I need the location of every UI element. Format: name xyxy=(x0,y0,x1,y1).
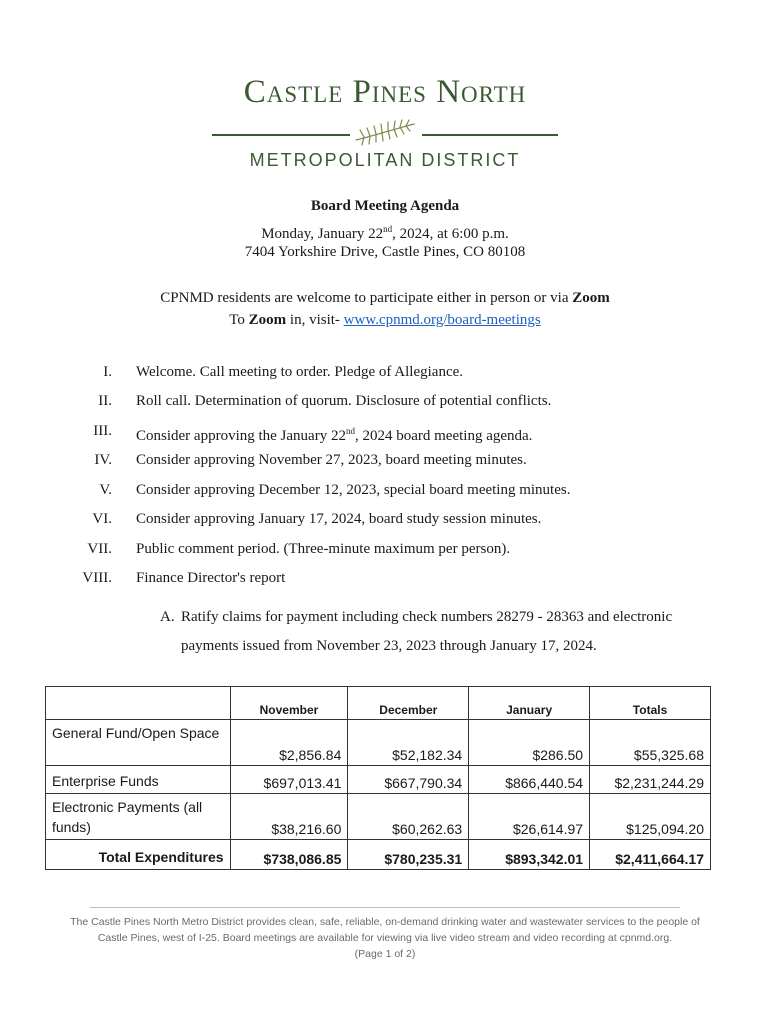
logo-rule-left xyxy=(212,134,350,136)
meeting-date: Monday, January 22nd, 2024, at 6:00 p.m. xyxy=(261,224,509,242)
logo-rule-right xyxy=(422,134,558,136)
agenda-item-number: II. xyxy=(98,393,112,409)
table-header-row xyxy=(46,687,711,720)
row-label: Electronic Payments (all funds) xyxy=(46,794,231,840)
cell-value: $667,790.34 xyxy=(348,766,469,794)
district-logo xyxy=(0,72,770,170)
agenda-item-number: V. xyxy=(99,482,112,498)
footer-divider xyxy=(90,907,680,908)
cell-value: $893,342.01 xyxy=(469,840,590,870)
cell-value: $52,182.34 xyxy=(348,720,469,766)
row-label: General Fund/Open Space xyxy=(46,720,231,766)
logo-name: Castle Pines North xyxy=(243,74,527,110)
cell-value: $866,440.54 xyxy=(469,766,590,794)
row-label: Enterprise Funds xyxy=(46,766,231,794)
column-header: November xyxy=(230,687,348,720)
cell-value: $738,086.85 xyxy=(230,840,348,870)
subitem-text: Ratify claims for payment including check numbers 28279 - 28363 and electronic payments issued from November 23, 2023 through January 17, 2024. xyxy=(181,609,673,654)
subitem-letter: A. xyxy=(160,609,175,625)
agenda-item-number: I. xyxy=(103,364,112,380)
cell-value: $2,231,244.29 xyxy=(590,766,711,794)
column-header: January xyxy=(469,687,590,720)
cell-value: $125,094.20 xyxy=(590,794,711,840)
page-number: (Page 1 of 2) xyxy=(354,948,416,960)
cell-value: $286.50 xyxy=(469,720,590,766)
table-row xyxy=(46,766,711,794)
logo-subtitle: METROPOLITAN DISTRICT xyxy=(249,150,521,170)
meeting-address: 7404 Yorkshire Drive, Castle Pines, CO 80108 xyxy=(244,244,526,260)
cell-value: $697,013.41 xyxy=(230,766,348,794)
cell-value: $2,856.84 xyxy=(230,720,348,766)
agenda-item-text: Finance Director's report xyxy=(136,570,286,586)
agenda-item-text: Consider approving January 17, 2024, board study session minutes. xyxy=(136,511,542,527)
welcome-note: CPNMD residents are welcome to participate either in person or via Zoom xyxy=(160,290,610,306)
agenda-item-number: VII. xyxy=(87,541,112,557)
column-header: December xyxy=(348,687,469,720)
agenda-item-text: Consider approving the January 22nd, 2024 board meeting agenda. xyxy=(136,426,533,444)
zoom-instructions: To Zoom in, visit- www.cpnmd.org/board-meetings xyxy=(229,312,541,328)
agenda-title: Board Meeting Agenda xyxy=(310,198,460,214)
agenda-item-text: Consider approving December 12, 2023, special board meeting minutes. xyxy=(136,482,571,498)
agenda-item-text: Roll call. Determination of quorum. Disclosure of potential conflicts. xyxy=(136,393,552,409)
page-footer xyxy=(55,914,715,962)
agenda-item-number: VI. xyxy=(92,511,112,527)
agenda-item-text: Consider approving November 27, 2023, board meeting minutes. xyxy=(136,452,527,468)
cell-value: $2,411,664.17 xyxy=(590,840,711,870)
agenda-item-number: III. xyxy=(93,423,112,439)
pine-sprig-icon xyxy=(352,118,418,150)
cell-value: $55,325.68 xyxy=(590,720,711,766)
cell-value: $26,614.97 xyxy=(469,794,590,840)
cell-value: $780,235.31 xyxy=(348,840,469,870)
table-total-row xyxy=(46,840,711,870)
cell-value: $38,216.60 xyxy=(230,794,348,840)
table-row xyxy=(46,794,711,840)
cell-value: $60,262.63 xyxy=(348,794,469,840)
footer-text: The Castle Pines North Metro District provides clean, safe, reliable, on-demand drinking water and wastewater services to the people of Castle Pines, west of I-25. Board meetings are available for viewing via live video stream and video recording at cpnmd.org. xyxy=(70,916,700,944)
agenda-item-text: Public comment period. (Three-minute maximum per person). xyxy=(136,541,511,557)
agenda-item-number: IV. xyxy=(94,452,112,468)
column-header: Totals xyxy=(590,687,711,720)
expenditures-table xyxy=(45,686,711,870)
agenda-item-number: VIII. xyxy=(82,570,112,586)
row-label: Total Expenditures xyxy=(46,840,231,870)
column-header xyxy=(46,687,231,720)
agenda-item-text: Welcome. Call meeting to order. Pledge of Allegiance. xyxy=(136,364,464,380)
board-meetings-link[interactable]: www.cpnmd.org/board-meetings xyxy=(343,312,541,328)
table-row xyxy=(46,720,711,766)
